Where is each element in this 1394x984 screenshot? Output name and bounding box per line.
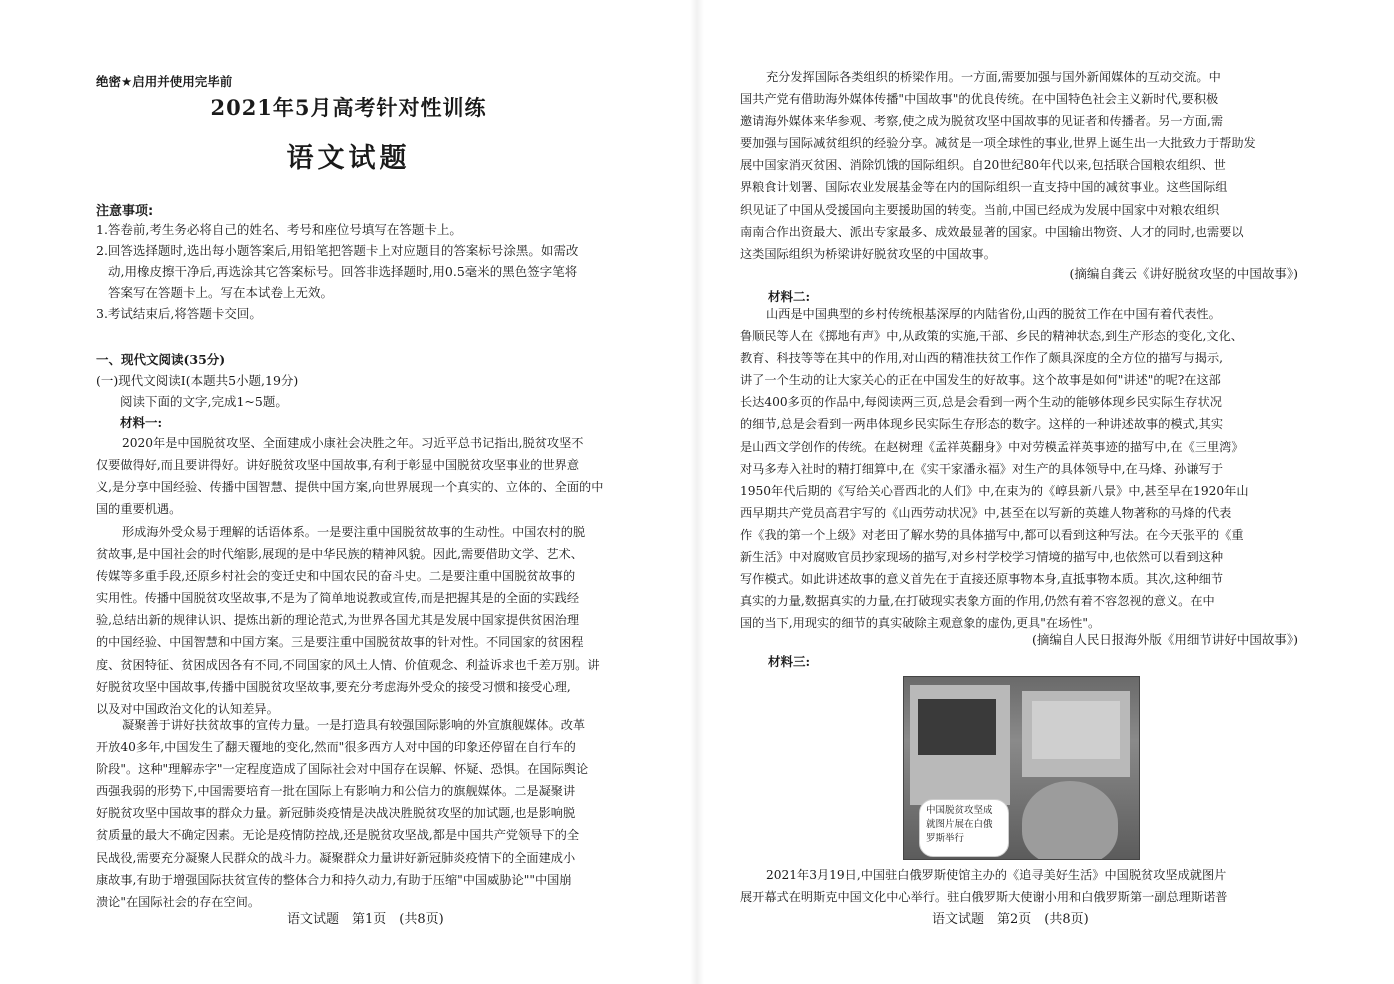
text-line: 是山西文学创作的传统。在赵树理《孟祥英翻身》中对劳模孟祥英事迹的描写中,在《三里湾》 <box>740 439 1244 454</box>
text-line: 讲了一个生动的让大家关心的正在中国发生的好故事。这个故事是如何"讲述"的呢?在这部 <box>740 373 1221 388</box>
paragraph-1 <box>96 432 656 520</box>
text-line: 长达400多页的作品中,每阅读两三页,总是会看到一两个生动的能够体现乡民实际生存状况 <box>740 395 1222 410</box>
text-line: 国的重要机遇。 <box>96 502 182 517</box>
text-line: 度、贫困特征、贫困成因各有不同,不同国家的风土人情、价值观念、利益诉求也千差万别。讲 <box>96 657 600 672</box>
text-line: 织见证了中国从受援国向主要援助国的转变。当前,中国已经成为发展中国家中对粮农组织 <box>740 202 1220 217</box>
photo-inner-picture <box>1032 701 1120 759</box>
text-line: 国共产党有借助海外媒体传播"中国故事"的优良传统。在中国特色社会主义新时代,要积极 <box>740 92 1219 107</box>
text-line: 民战役,需要充分凝聚人民群众的战斗力。凝聚群众力量讲好新冠肺炎疫情下的全面建成小 <box>96 850 576 865</box>
caption-line: 罗斯举行 <box>926 833 965 844</box>
source-citation-1: (摘编自龚云《讲好脱贫攻坚的中国故事》) <box>1069 266 1298 281</box>
paragraph-6 <box>740 864 1298 908</box>
text-line: 山西是中国典型的乡村传统根基深厚的内陆省份,山西的脱贫工作在中国有着代表性。 <box>766 307 1221 321</box>
caption-line: 中国脱贫攻坚成 <box>926 805 993 816</box>
paragraph-4 <box>740 66 1298 265</box>
page-footer: 语文试题 第2页 (共8页) <box>932 912 1089 927</box>
text-line: 康故事,有助于增强国际扶贫宣传的整体合力和持久动力,有助于压缩"中国威胁论""中国崩 <box>96 872 572 887</box>
text-line: 2020年是中国脱贫攻坚、全面建成小康社会决胜之年。习近平总书记指出,脱贫攻坚不 <box>122 436 584 450</box>
text-line: 展中国家消灭贫困、消除饥饿的国际组织。自20世纪80年代以来,包括联合国粮农组织、世 <box>740 158 1226 173</box>
notice-heading: 注意事项: <box>96 204 154 219</box>
paragraph-3 <box>96 714 656 913</box>
text-line: 教育、科技等等在其中的作用,对山西的精准扶贫工作作了颇具深度的全方位的描写与揭示, <box>740 351 1224 366</box>
notice-item: 1.答卷前,考生务必将自己的姓名、考号和座位号填写在答题卡上。 <box>96 222 462 237</box>
section-heading: 一、现代文阅读(35分) <box>96 352 226 367</box>
source-citation-2: (摘编自人民日报海外版《用细节讲好中国故事》) <box>1031 632 1298 647</box>
exam-subject: 语文试题 <box>286 143 411 174</box>
photo-inner-picture <box>918 699 996 755</box>
text-line: 阶段"。这种"理解赤字"一定程度造成了国际社会对中国存在误解、怀疑、恐惧。在国际舆论 <box>96 762 589 777</box>
text-line: 溃论"在国际社会的存在空间。 <box>96 894 261 909</box>
text-line: 以及对中国政治文化的认知差异。 <box>96 701 279 716</box>
text-line: 贫故事,是中国社会的时代缩影,展现的是中华民族的精神风貌。因此,需要借助文学、艺术、 <box>96 547 583 562</box>
reading-instruction: 阅读下面的文字,完成1~5题。 <box>120 394 288 409</box>
text-line: 新生活》中对腐败官员抄家现场的描写,对乡村学校学习情境的描写中,也依然可以看到这种 <box>740 550 1224 565</box>
photo-caption <box>919 799 1009 857</box>
text-line: 的中国经验、中国智慧和中国方案。三是要注重中国脱贫故事的针对性。不同国家的贫困程 <box>96 635 584 650</box>
text-line: 真实的力量,数据真实的力量,在打破现实表象方面的作用,仍然有着不容忽视的意义。在中 <box>740 594 1215 609</box>
text-line: 鲁顺民等人在《掷地有声》中,从政策的实施,干部、乡民的精神状态,到生产形态的变化,文化、 <box>740 329 1243 344</box>
text-line: 贫质量的最大不确定因素。无论是疫情防控战,还是脱贫攻坚战,都是中国共产党领导下的全 <box>96 828 580 843</box>
caption-line: 就图片展在白俄 <box>926 819 993 830</box>
paragraph-5 <box>740 303 1298 634</box>
material-3-label: 材料三: <box>768 654 811 669</box>
text-line: 要加强与国际减贫组织的经验分享。减贫是一项全球性的事业,世界上诞生出一大批致力于帮助发 <box>740 136 1256 151</box>
text-line: 仅要做得好,而且要讲得好。讲好脱贫攻坚中国故事,有利于彰显中国脱贫攻坚事业的世界意 <box>96 458 580 473</box>
notice-item: 2.回答选择题时,选出每小题答案后,用铅笔把答题卡上对应题目的答案标号涂黑。如需改 <box>96 243 579 258</box>
material-1-label: 材料一: <box>120 415 163 430</box>
text-line: 凝聚善于讲好扶贫故事的宣传力量。一是打造具有较强国际影响的外宣旗舰媒体。改革 <box>122 718 586 732</box>
notice-item: 动,用橡皮擦干净后,再选涂其它答案标号。回答非选择题时,用0.5毫米的黑色签字笔将 <box>108 264 578 279</box>
text-line: 的细节,总是会看到一两串体现乡民实际生存形态的数字。这样的一种讲述故事的模式,其实 <box>740 417 1224 432</box>
text-line: 作《我的第一个上级》对老田了解水势的具体描写中,都可以看到这种写法。在今天张平的《重 <box>740 527 1244 542</box>
text-line: 好脱贫攻坚中国故事,传播中国脱贫攻坚故事,要充分考虑海外受众的接受习惯和接受心理, <box>96 679 571 694</box>
photo-visitor <box>1022 781 1118 860</box>
exam-title: 2021年5月高考针对性训练 <box>210 95 487 120</box>
confidential-label: 绝密★启用并使用完毕前 <box>96 74 233 89</box>
text-line: 这类国际组织为桥梁讲好脱贫攻坚的中国故事。 <box>740 246 996 261</box>
notice-list <box>96 219 656 324</box>
notice-item: 答案写在答题卡上。写在本试卷上无效。 <box>108 285 334 300</box>
text-line: 充分发挥国际各类组织的桥梁作用。一方面,需要加强与国外新闻媒体的互动交流。中 <box>766 70 1221 84</box>
text-line: 传媒等多重手段,还原乡村社会的变迁史和中国农民的奋斗史。二是要注重中国脱贫故事的 <box>96 569 576 584</box>
text-line: 西强我弱的形势下,中国需要培育一批在国际上有影响力和公信力的旗舰媒体。二是凝聚讲 <box>96 784 576 799</box>
text-line: 南南合作出资最大、派出专家最多、成效最显著的国家。中国输出物资、人才的同时,也需要以 <box>740 224 1244 239</box>
text-line: 西早期共产党员高君宇写的《山西劳动状况》中,甚至在以写新的英雄人物著称的马烽的代表 <box>740 505 1232 520</box>
notice-item: 3.考试结束后,将答题卡交回。 <box>96 306 262 321</box>
text-line: 形成海外受众易于理解的话语体系。一是要注重中国脱贫故事的生动性。中国农村的脱 <box>122 525 586 539</box>
text-line: 开放40多年,中国发生了翻天覆地的变化,然而"很多西方人对中国的印象还停留在自行车的 <box>96 740 576 755</box>
text-line: 国的当下,用现实的细节的真实破除主观意象的虚伪,更具"在场性"。 <box>740 616 1101 631</box>
text-line: 义,是分享中国经验、传播中国智慧、提供中国方案,向世界展现一个真实的、立体的、全面的中 <box>96 480 604 495</box>
text-line: 界粮食计划署、国际农业发展基金等在内的国际组织一直支持中国的减贫事业。这些国际组 <box>740 180 1228 195</box>
text-line: 好脱贫攻坚中国故事的群众力量。新冠肺炎疫情是决战决胜脱贫攻坚的加试题,也是影响脱 <box>96 806 576 821</box>
text-line: 展开幕式在明斯克中国文化中心举行。驻白俄罗斯大使谢小用和白俄罗斯第一副总理斯诺普 <box>740 890 1228 905</box>
text-line: 写作模式。如此讲述故事的意义首先在于直接还原事物本身,直抵事物本质。其次,这种细节 <box>740 572 1224 587</box>
text-line: 邀请海外媒体来华参观、考察,使之成为脱贫攻坚中国故事的见证者和传播者。另一方面,需 <box>740 114 1224 129</box>
text-line: 实用性。传播中国脱贫攻坚故事,不是为了简单地说教或宣传,而是把握其是的全面的实践经 <box>96 591 580 606</box>
text-line: 2021年3月19日,中国驻白俄罗斯使馆主办的《追寻美好生活》中国脱贫攻坚成就图片 <box>766 868 1227 882</box>
subsection-heading: (一)现代文阅读Ⅰ(本题共5小题,19分) <box>96 373 299 388</box>
text-line: 对马多寿入社时的精打细算中,在《实干家潘永福》对生产的具体领导中,在马烽、孙谦写于 <box>740 461 1224 476</box>
material-2-label: 材料二: <box>768 289 811 304</box>
page-footer: 语文试题 第1页 (共8页) <box>287 912 444 927</box>
text-line: 验,总结出新的规律认识、提炼出新的理论范式,为世界各国尤其是发展中国家提供贫困治理 <box>96 613 580 628</box>
text-line: 1950年代后期的《写给关心晋西北的人们》中,在束为的《崞县新八景》中,甚至早在1920年山 <box>740 483 1249 498</box>
paragraph-2 <box>96 521 656 720</box>
